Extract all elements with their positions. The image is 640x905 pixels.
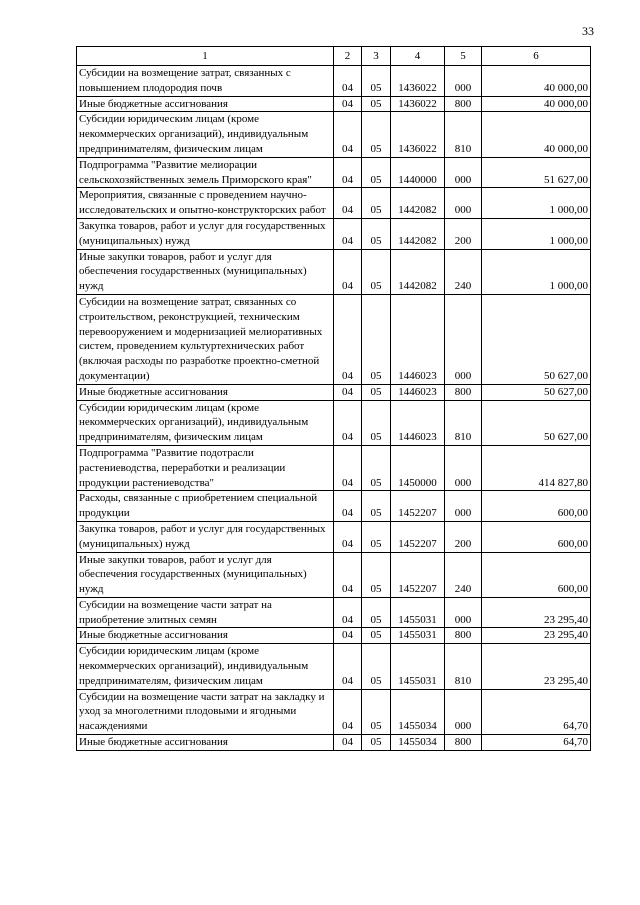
expense-type-code: 000 bbox=[445, 188, 482, 219]
column-header: 2 bbox=[334, 47, 362, 66]
amount: 40 000,00 bbox=[482, 112, 591, 157]
table-row bbox=[77, 491, 591, 522]
expense-type-code: 810 bbox=[445, 400, 482, 445]
page-number: 33 bbox=[582, 24, 594, 38]
section-code: 04 bbox=[334, 445, 362, 490]
amount: 50 627,00 bbox=[482, 400, 591, 445]
subsection-code: 05 bbox=[362, 249, 391, 294]
subsection-code: 05 bbox=[362, 96, 391, 112]
row-description: Закупка товаров, работ и услуг для государственных (муниципальных) нужд bbox=[77, 521, 334, 552]
table-row bbox=[77, 400, 591, 445]
section-code: 04 bbox=[334, 157, 362, 188]
amount: 23 295,40 bbox=[482, 628, 591, 644]
row-description: Иные закупки товаров, работ и услуг для обеспечения государственных (муниципальных) нужд bbox=[77, 249, 334, 294]
subsection-code: 05 bbox=[362, 218, 391, 249]
expense-type-code: 810 bbox=[445, 644, 482, 689]
section-code: 04 bbox=[334, 521, 362, 552]
target-item-code: 1452207 bbox=[391, 552, 445, 597]
section-code: 04 bbox=[334, 689, 362, 734]
subsection-code: 05 bbox=[362, 112, 391, 157]
row-description: Субсидии юридическим лицам (кроме некоммерческих организаций), индивидуальным предпринимателям, физическим лицам bbox=[77, 644, 334, 689]
amount: 64,70 bbox=[482, 735, 591, 751]
table-row bbox=[77, 597, 591, 628]
amount: 600,00 bbox=[482, 491, 591, 522]
expense-type-code: 000 bbox=[445, 597, 482, 628]
section-code: 04 bbox=[334, 735, 362, 751]
table-row bbox=[77, 157, 591, 188]
expense-type-code: 810 bbox=[445, 112, 482, 157]
table-row bbox=[77, 644, 591, 689]
target-item-code: 1442082 bbox=[391, 249, 445, 294]
row-description: Субсидии юридическим лицам (кроме некоммерческих организаций), индивидуальным предпринимателям, физическим лицам bbox=[77, 400, 334, 445]
section-code: 04 bbox=[334, 249, 362, 294]
target-item-code: 1455031 bbox=[391, 597, 445, 628]
section-code: 04 bbox=[334, 96, 362, 112]
amount: 50 627,00 bbox=[482, 384, 591, 400]
amount: 1 000,00 bbox=[482, 188, 591, 219]
expense-type-code: 000 bbox=[445, 157, 482, 188]
section-code: 04 bbox=[334, 597, 362, 628]
target-item-code: 1455034 bbox=[391, 735, 445, 751]
row-description: Закупка товаров, работ и услуг для государственных (муниципальных) нужд bbox=[77, 218, 334, 249]
column-header: 1 bbox=[77, 47, 334, 66]
expense-type-code: 000 bbox=[445, 294, 482, 384]
subsection-code: 05 bbox=[362, 188, 391, 219]
expense-type-code: 800 bbox=[445, 384, 482, 400]
amount: 23 295,40 bbox=[482, 597, 591, 628]
expense-type-code: 000 bbox=[445, 66, 482, 97]
table-row bbox=[77, 96, 591, 112]
section-code: 04 bbox=[334, 66, 362, 97]
target-item-code: 1452207 bbox=[391, 521, 445, 552]
amount: 51 627,00 bbox=[482, 157, 591, 188]
row-description: Субсидии на возмещение части затрат на приобретение элитных семян bbox=[77, 597, 334, 628]
row-description: Иные бюджетные ассигнования bbox=[77, 735, 334, 751]
table-row bbox=[77, 445, 591, 490]
target-item-code: 1446023 bbox=[391, 384, 445, 400]
subsection-code: 05 bbox=[362, 66, 391, 97]
expense-type-code: 000 bbox=[445, 491, 482, 522]
row-description: Субсидии на возмещение части затрат на закладку и уход за многолетними плодовыми и ягодными насаждениями bbox=[77, 689, 334, 734]
table-row bbox=[77, 735, 591, 751]
amount: 64,70 bbox=[482, 689, 591, 734]
table-row bbox=[77, 294, 591, 384]
row-description: Иные бюджетные ассигнования bbox=[77, 384, 334, 400]
row-description: Иные бюджетные ассигнования bbox=[77, 628, 334, 644]
subsection-code: 05 bbox=[362, 735, 391, 751]
table-row bbox=[77, 218, 591, 249]
subsection-code: 05 bbox=[362, 157, 391, 188]
subsection-code: 05 bbox=[362, 644, 391, 689]
section-code: 04 bbox=[334, 188, 362, 219]
column-header: 3 bbox=[362, 47, 391, 66]
amount: 40 000,00 bbox=[482, 66, 591, 97]
row-description: Субсидии юридическим лицам (кроме некоммерческих организаций), индивидуальным предпринимателям, физическим лицам bbox=[77, 112, 334, 157]
expense-type-code: 200 bbox=[445, 521, 482, 552]
amount: 414 827,80 bbox=[482, 445, 591, 490]
row-description: Подпрограмма "Развитие мелиорации сельскохозяйственных земель Приморского края" bbox=[77, 157, 334, 188]
amount: 1 000,00 bbox=[482, 218, 591, 249]
amount: 600,00 bbox=[482, 521, 591, 552]
section-code: 04 bbox=[334, 384, 362, 400]
table-row bbox=[77, 112, 591, 157]
target-item-code: 1455031 bbox=[391, 644, 445, 689]
section-code: 04 bbox=[334, 644, 362, 689]
section-code: 04 bbox=[334, 112, 362, 157]
expense-type-code: 800 bbox=[445, 96, 482, 112]
column-header: 5 bbox=[445, 47, 482, 66]
expense-type-code: 000 bbox=[445, 445, 482, 490]
expense-type-code: 000 bbox=[445, 689, 482, 734]
table-row bbox=[77, 188, 591, 219]
table-row bbox=[77, 552, 591, 597]
subsection-code: 05 bbox=[362, 628, 391, 644]
subsection-code: 05 bbox=[362, 294, 391, 384]
target-item-code: 1442082 bbox=[391, 218, 445, 249]
row-description: Иные бюджетные ассигнования bbox=[77, 96, 334, 112]
target-item-code: 1455034 bbox=[391, 689, 445, 734]
amount: 40 000,00 bbox=[482, 96, 591, 112]
target-item-code: 1440000 bbox=[391, 157, 445, 188]
subsection-code: 05 bbox=[362, 521, 391, 552]
expense-type-code: 240 bbox=[445, 552, 482, 597]
subsection-code: 05 bbox=[362, 597, 391, 628]
subsection-code: 05 bbox=[362, 491, 391, 522]
row-description: Субсидии на возмещение затрат, связанных с повышением плодородия почв bbox=[77, 66, 334, 97]
target-item-code: 1446023 bbox=[391, 400, 445, 445]
table-row bbox=[77, 384, 591, 400]
table-row bbox=[77, 66, 591, 97]
expense-type-code: 800 bbox=[445, 735, 482, 751]
table-row bbox=[77, 249, 591, 294]
header-row bbox=[77, 47, 591, 66]
section-code: 04 bbox=[334, 552, 362, 597]
row-description: Субсидии на возмещение затрат, связанных со строительством, реконструкцией, техническим перевооружением и модернизацией мелиоративных систем, проведением культуртехнических работ (включая расходы по разработке проектно-сметной документации) bbox=[77, 294, 334, 384]
target-item-code: 1455031 bbox=[391, 628, 445, 644]
table-row bbox=[77, 521, 591, 552]
section-code: 04 bbox=[334, 400, 362, 445]
amount: 23 295,40 bbox=[482, 644, 591, 689]
target-item-code: 1436022 bbox=[391, 96, 445, 112]
row-description: Мероприятия, связанные с проведением научно-исследовательских и опытно-конструкторских работ bbox=[77, 188, 334, 219]
table-row bbox=[77, 689, 591, 734]
subsection-code: 05 bbox=[362, 445, 391, 490]
budget-table bbox=[76, 46, 591, 751]
target-item-code: 1436022 bbox=[391, 112, 445, 157]
subsection-code: 05 bbox=[362, 552, 391, 597]
row-description: Расходы, связанные с приобретением специальной продукции bbox=[77, 491, 334, 522]
amount: 50 627,00 bbox=[482, 294, 591, 384]
section-code: 04 bbox=[334, 218, 362, 249]
target-item-code: 1446023 bbox=[391, 294, 445, 384]
table-row bbox=[77, 628, 591, 644]
expense-type-code: 800 bbox=[445, 628, 482, 644]
subsection-code: 05 bbox=[362, 384, 391, 400]
expense-type-code: 240 bbox=[445, 249, 482, 294]
amount: 600,00 bbox=[482, 552, 591, 597]
section-code: 04 bbox=[334, 294, 362, 384]
target-item-code: 1450000 bbox=[391, 445, 445, 490]
section-code: 04 bbox=[334, 491, 362, 522]
column-header: 6 bbox=[482, 47, 591, 66]
target-item-code: 1442082 bbox=[391, 188, 445, 219]
expense-type-code: 200 bbox=[445, 218, 482, 249]
amount: 1 000,00 bbox=[482, 249, 591, 294]
target-item-code: 1436022 bbox=[391, 66, 445, 97]
section-code: 04 bbox=[334, 628, 362, 644]
row-description: Подпрограмма "Развитие подотрасли растениеводства, переработки и реализации продукции растениеводства" bbox=[77, 445, 334, 490]
target-item-code: 1452207 bbox=[391, 491, 445, 522]
subsection-code: 05 bbox=[362, 400, 391, 445]
row-description: Иные закупки товаров, работ и услуг для обеспечения государственных (муниципальных) нужд bbox=[77, 552, 334, 597]
column-header: 4 bbox=[391, 47, 445, 66]
subsection-code: 05 bbox=[362, 689, 391, 734]
